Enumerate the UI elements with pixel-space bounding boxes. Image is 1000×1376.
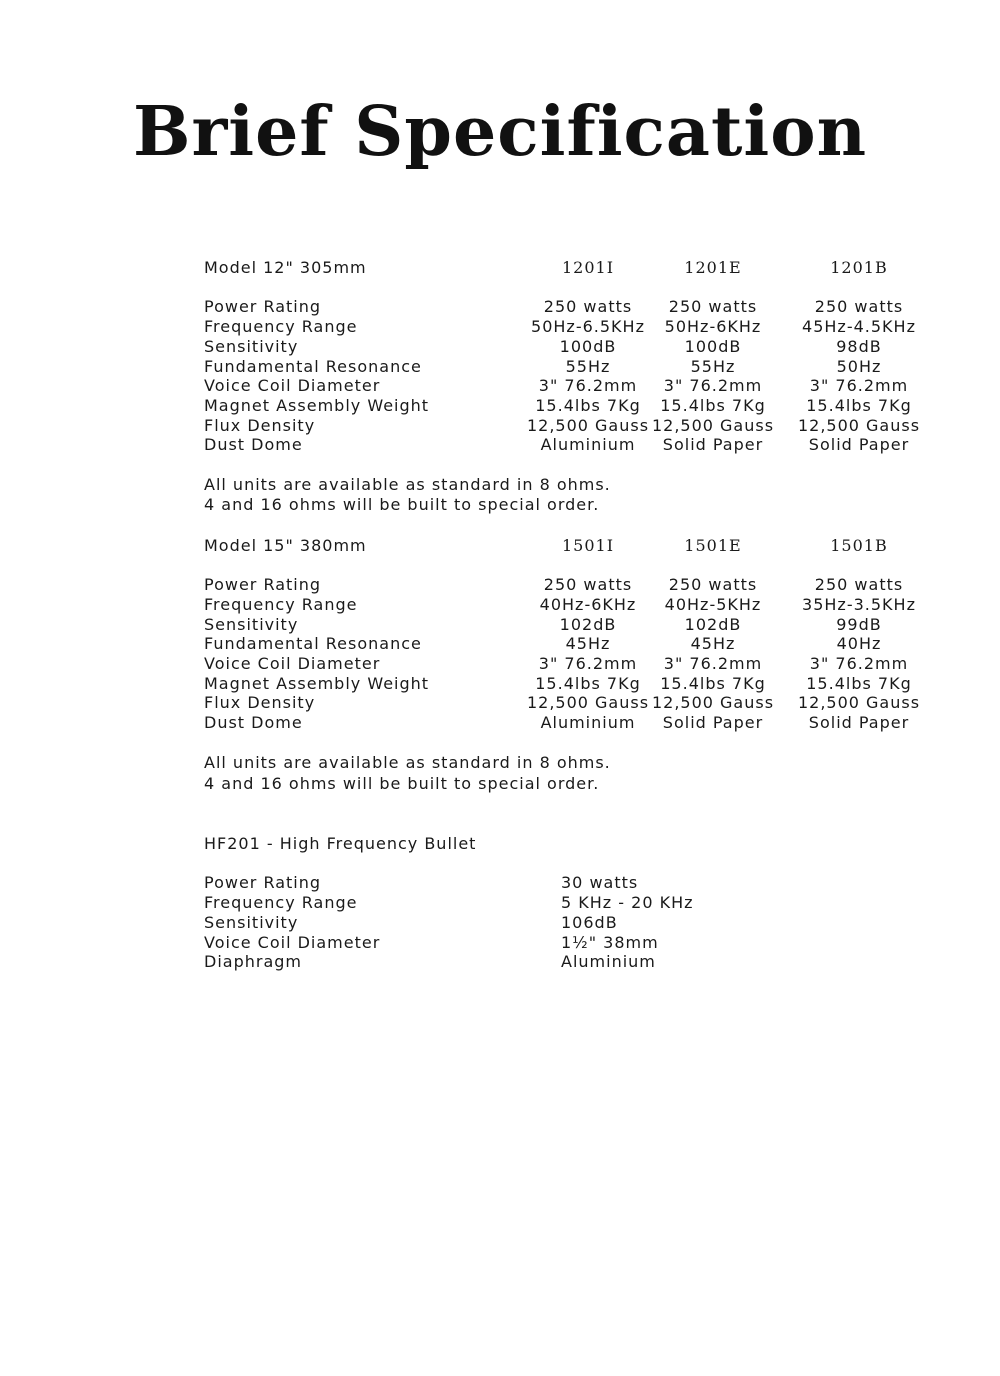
table-cell: 1½" 38mm xyxy=(561,933,659,952)
table-cell: 100dB xyxy=(684,337,742,356)
table-cell: 45Hz xyxy=(690,634,736,653)
row-label: Power Rating xyxy=(204,297,322,316)
table-row xyxy=(0,396,1000,416)
table-row xyxy=(0,693,1000,713)
table-cell: 250 watts xyxy=(668,297,758,316)
table-cell: 15.4lbs 7Kg xyxy=(535,396,641,415)
table-cell: Solid Paper xyxy=(808,435,910,454)
table-cell: 45Hz xyxy=(565,634,611,653)
row-label: Sensitivity xyxy=(204,615,299,634)
row-label: Flux Density xyxy=(204,416,316,435)
table-cell: 250 watts xyxy=(543,575,633,594)
table-cell: 50Hz xyxy=(836,357,882,376)
table-row xyxy=(0,595,1000,615)
table-row xyxy=(0,713,1000,733)
table-cell: 55Hz xyxy=(690,357,736,376)
table-row xyxy=(0,435,1000,455)
model-12-note-special: 4 and 16 ohms will be built to special order. xyxy=(204,495,600,514)
row-label: Power Rating xyxy=(204,575,322,594)
table-row xyxy=(0,376,1000,396)
page-title: Brief Specification xyxy=(132,92,868,172)
table-row xyxy=(0,575,1000,595)
table-cell: 250 watts xyxy=(668,575,758,594)
row-label: Power Rating xyxy=(204,873,322,892)
table-row xyxy=(0,634,1000,654)
table-cell: 30 watts xyxy=(561,873,639,892)
table-cell: 99dB xyxy=(836,615,882,634)
table-cell: 3" 76.2mm xyxy=(538,654,638,673)
row-label: Sensitivity xyxy=(204,913,299,932)
table-cell: 12,500 Gauss xyxy=(651,416,775,435)
table-cell: 12,500 Gauss xyxy=(797,416,921,435)
table-cell: 50Hz-6KHz xyxy=(664,317,762,336)
table-cell: 3" 76.2mm xyxy=(663,376,763,395)
table-row xyxy=(0,317,1000,337)
table-cell: 40Hz-5KHz xyxy=(664,595,762,614)
table-cell: 50Hz-6.5KHz xyxy=(531,317,645,336)
table-cell: 3" 76.2mm xyxy=(663,654,763,673)
model-15-note-special: 4 and 16 ohms will be built to special order. xyxy=(204,774,600,793)
table-cell: 40Hz-6KHz xyxy=(539,595,637,614)
model-15-heading: Model 15" 380mm xyxy=(204,536,367,555)
table-cell: 12,500 Gauss xyxy=(526,693,650,712)
row-label: Dust Dome xyxy=(204,713,303,732)
row-label: Flux Density xyxy=(204,693,316,712)
table-row xyxy=(0,952,1000,972)
table-row xyxy=(0,357,1000,377)
row-label: Diaphragm xyxy=(204,952,302,971)
table-cell: 15.4lbs 7Kg xyxy=(660,396,766,415)
table-cell: 102dB xyxy=(559,615,617,634)
table-cell: 15.4lbs 7Kg xyxy=(535,674,641,693)
table-cell: 3" 76.2mm xyxy=(809,376,909,395)
table-cell: 3" 76.2mm xyxy=(538,376,638,395)
table-row xyxy=(0,297,1000,317)
model-1501B-heading: 1501B xyxy=(830,536,888,555)
model-1501E-heading: 1501E xyxy=(684,536,742,555)
table-row xyxy=(0,416,1000,436)
table-row xyxy=(0,674,1000,694)
row-label: Magnet Assembly Weight xyxy=(204,396,430,415)
row-label: Fundamental Resonance xyxy=(204,634,422,653)
model-1201E-heading: 1201E xyxy=(684,258,742,277)
table-cell: Aluminium xyxy=(540,713,636,732)
table-cell: Aluminium xyxy=(561,952,656,971)
model-12-note-standard: All units are available as standard in 8 ohms. xyxy=(204,475,611,494)
model-12-heading: Model 12" 305mm xyxy=(204,258,367,277)
row-label: Frequency Range xyxy=(204,595,358,614)
table-cell: 40Hz xyxy=(836,634,882,653)
table-row xyxy=(0,873,1000,893)
model-1201I-heading: 1201I xyxy=(561,258,615,277)
hf201-heading: HF201 - High Frequency Bullet xyxy=(204,834,477,853)
row-label: Frequency Range xyxy=(204,893,358,912)
row-label: Magnet Assembly Weight xyxy=(204,674,430,693)
table-row xyxy=(0,933,1000,953)
row-label: Voice Coil Diameter xyxy=(204,654,381,673)
table-cell: 3" 76.2mm xyxy=(809,654,909,673)
table-cell: 45Hz-4.5KHz xyxy=(802,317,916,336)
table-cell: 55Hz xyxy=(565,357,611,376)
row-label: Voice Coil Diameter xyxy=(204,933,381,952)
row-label: Frequency Range xyxy=(204,317,358,336)
table-cell: Solid Paper xyxy=(662,713,764,732)
table-cell: 106dB xyxy=(561,913,618,932)
table-row xyxy=(0,654,1000,674)
table-cell: 15.4lbs 7Kg xyxy=(806,396,912,415)
table-cell: Solid Paper xyxy=(662,435,764,454)
model-15-note-standard: All units are available as standard in 8 ohms. xyxy=(204,753,611,772)
table-cell: Solid Paper xyxy=(808,713,910,732)
table-cell: 12,500 Gauss xyxy=(526,416,650,435)
row-label: Dust Dome xyxy=(204,435,303,454)
model-1501I-heading: 1501I xyxy=(561,536,615,555)
table-row xyxy=(0,913,1000,933)
table-cell: 100dB xyxy=(559,337,617,356)
table-cell: 98dB xyxy=(836,337,882,356)
table-cell: 250 watts xyxy=(814,297,904,316)
table-cell: Aluminium xyxy=(540,435,636,454)
row-label: Sensitivity xyxy=(204,337,299,356)
row-label: Voice Coil Diameter xyxy=(204,376,381,395)
table-cell: 15.4lbs 7Kg xyxy=(806,674,912,693)
table-cell: 15.4lbs 7Kg xyxy=(660,674,766,693)
table-cell: 12,500 Gauss xyxy=(797,693,921,712)
table-cell: 12,500 Gauss xyxy=(651,693,775,712)
table-cell: 250 watts xyxy=(814,575,904,594)
table-cell: 35Hz-3.5KHz xyxy=(802,595,916,614)
row-label: Fundamental Resonance xyxy=(204,357,422,376)
table-cell: 5 KHz - 20 KHz xyxy=(561,893,694,912)
model-1201B-heading: 1201B xyxy=(830,258,888,277)
table-cell: 102dB xyxy=(684,615,742,634)
table-row xyxy=(0,893,1000,913)
table-row xyxy=(0,337,1000,357)
table-cell: 250 watts xyxy=(543,297,633,316)
table-row xyxy=(0,615,1000,635)
